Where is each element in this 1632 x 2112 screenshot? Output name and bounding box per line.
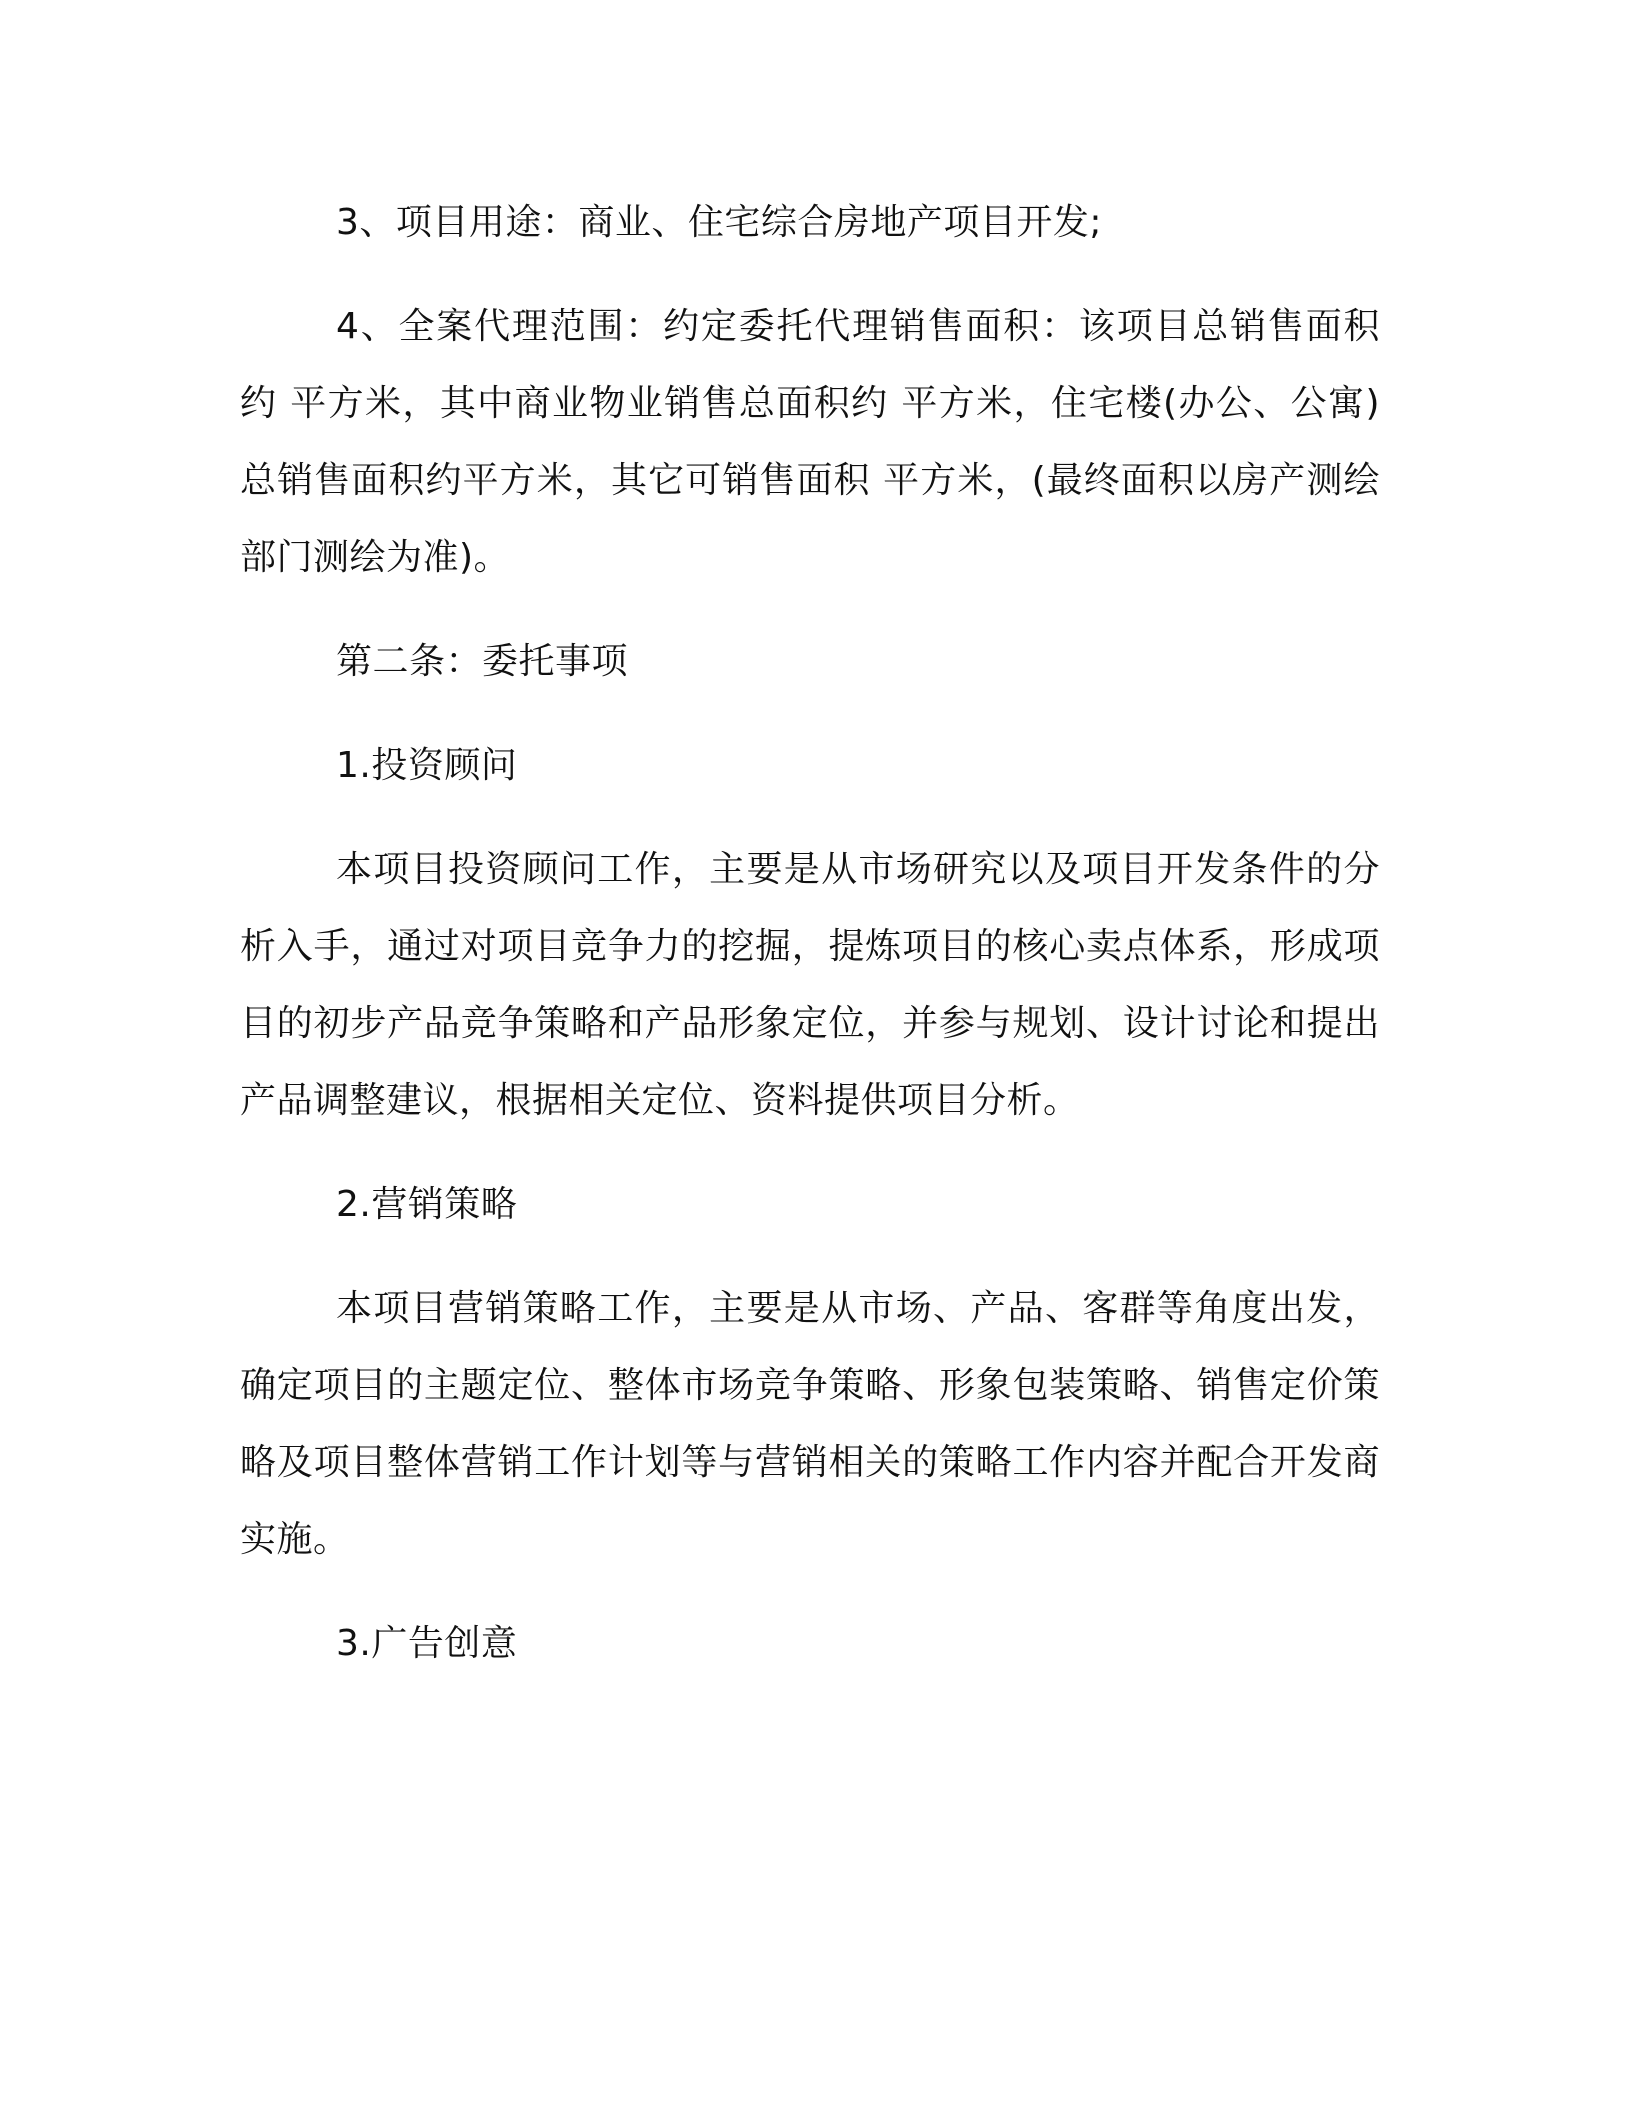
paragraph-project-use: 3、项目用途：商业、住宅综合房地产项目开发; xyxy=(336,202,1103,243)
heading-advertising-creative: 3.广告创意 xyxy=(336,1623,518,1664)
document-body xyxy=(240,184,1380,1682)
heading-article-two: 第二条：委托事项 xyxy=(336,641,629,682)
heading-marketing-strategy: 2.营销策略 xyxy=(336,1184,518,1225)
paragraph-marketing-strategy: 本项目营销策略工作，主要是从市场、产品、客群等角度出发，确定项目的主题定位、整体市场竞争策略、形象包装策略、销售定价策略及项目整体营销工作计划等与营销相关的策略工作内容并配合开发商实施。 xyxy=(240,1288,1380,1560)
paragraph-agency-scope: 4、全案代理范围：约定委托代理销售面积：该项目总销售面积约 平方米，其中商业物业销售总面积约 平方米，住宅楼(办公、公寓)总销售面积约平方米，其它可销售面积 平方米，(最终面积以房产测绘部门测绘为准)。 xyxy=(240,306,1380,578)
paragraph-investment-consulting: 本项目投资顾问工作，主要是从市场研究以及项目开发条件的分析入手，通过对项目竞争力的挖掘，提炼项目的核心卖点体系，形成项目的初步产品竞争策略和产品形象定位，并参与规划、设计讨论和提出产品调整建议，根据相关定位、资料提供项目分析。 xyxy=(240,849,1380,1121)
heading-investment-consulting: 1.投资顾问 xyxy=(336,745,518,786)
